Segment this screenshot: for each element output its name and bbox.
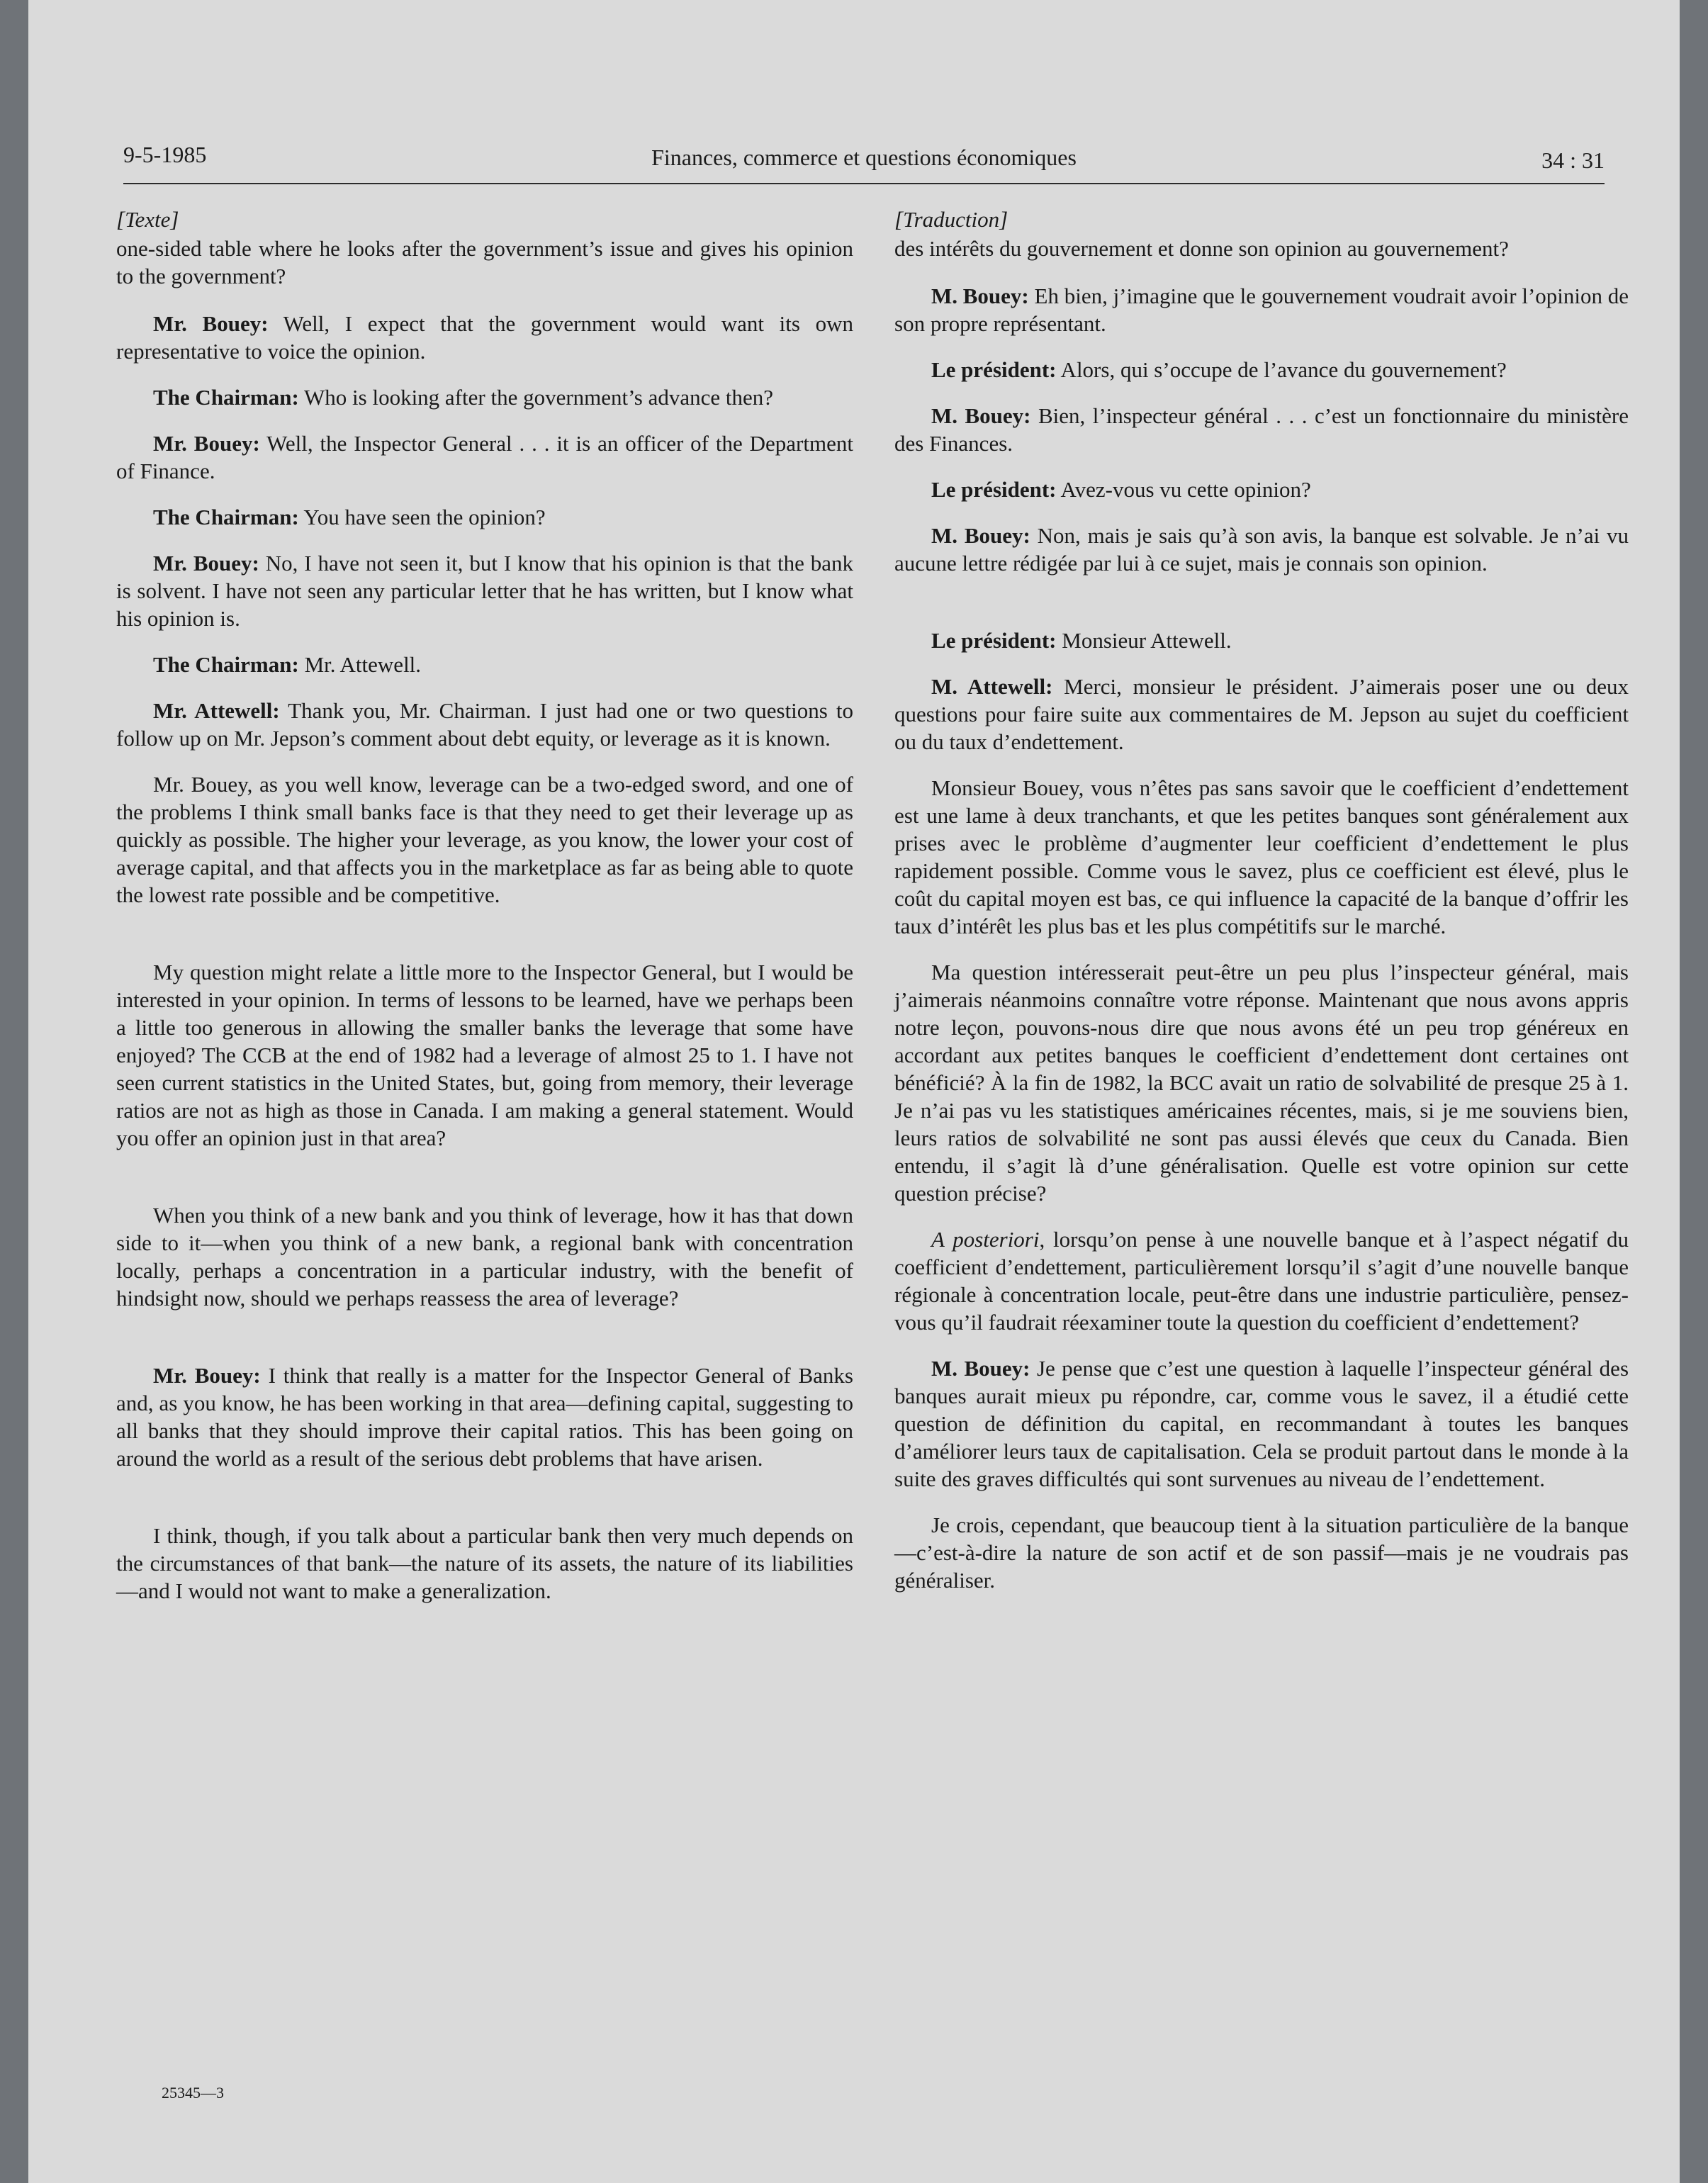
paragraph: Le président: Monsieur Attewell. bbox=[931, 628, 1232, 653]
paragraph: The Chairman: Who is looking after the government’s advance then? bbox=[153, 385, 773, 410]
header-title: Finances, commerce et questions économiques bbox=[651, 145, 1077, 170]
paragraph: M. Bouey: Bien, l’inspecteur général . . . c’est un fonctionnaire du ministère des Finances. bbox=[894, 403, 1629, 456]
speaker-name: Mr. Bouey: bbox=[153, 1363, 261, 1388]
paragraph: The Chairman: Mr. Attewell. bbox=[153, 652, 422, 677]
speaker-name: Le président: bbox=[931, 628, 1057, 653]
paragraph: Je crois, cependant, que beaucoup tient à la situation particulière de la banque—c’est-à-dire la nature de son actif et de son passif—mais je ne voudrais pas généraliser. bbox=[894, 1513, 1629, 1593]
document-page bbox=[28, 0, 1680, 2183]
speaker-name: Mr. Bouey: bbox=[153, 551, 259, 576]
paragraph: Le président: Alors, qui s’occupe de l’avance du gouvernement? bbox=[931, 357, 1507, 382]
paragraph: M. Bouey: Je pense que c’est une question à laquelle l’inspecteur général des banques aurait mieux pu répondre, car, comme vous le savez, il a étudié cette question de définition du capital, en recommandant à toutes les banques d’améliorer leurs taux de capitalisation. Cela se produit partout dans le monde à la suite des graves difficultés qui sont survenues au niveau de l’endettement. bbox=[894, 1356, 1629, 1491]
english-column bbox=[116, 206, 853, 1623]
speaker-name: The Chairman: bbox=[153, 652, 299, 677]
paragraph: M. Bouey: Eh bien, j’imagine que le gouvernement voudrait avoir l’opinion de son propre représentant. bbox=[894, 284, 1629, 336]
header-date: 9-5-1985 bbox=[123, 142, 207, 167]
paragraph: Mr. Bouey, as you well know, leverage can be a two-edged sword, and one of the problems I think small banks face is that they need to get their leverage up as quickly as possible. The higher your leverage, as you know, the lower your cost of average capital, and that affects you in the marketplace as far as being able to quote the lowest rate possible and be competitive. bbox=[116, 772, 853, 907]
speaker-name: M. Attewell: bbox=[931, 674, 1053, 699]
paragraph: one-sided table where he looks after the government’s issue and gives his opinion to the government? bbox=[116, 236, 853, 288]
paragraph: Mr. Bouey: I think that really is a matter for the Inspector General of Banks and, as you know, he has been working in that area—defining capital, suggesting to all banks that they should improve their capital ratios. This has been going on around the world as a result of the serious debt problems that have arisen. bbox=[116, 1363, 853, 1471]
column-tag-traduction: [Traduction] bbox=[894, 207, 1008, 232]
paragraph: Monsieur Bouey, vous n’êtes pas sans savoir que le coefficient d’endettement est une lame à deux tranchants, et que les petites banques sont généralement aux prises avec le problème d’augmenter leur coefficient d’endettement le plus rapidement possible. Comme vous le savez, plus ce coefficient est élevé, plus le coût du capital moyen est bas, ce qui influence la capacité de la banque d’offrir les taux d’intérêt les plus bas et les plus compétitifs sur le marché. bbox=[894, 775, 1629, 938]
speaker-name: Mr. Bouey: bbox=[153, 311, 269, 336]
paragraph: Mr. Attewell: Thank you, Mr. Chairman. I just had one or two questions to follow up on Mr. Jepson’s comment about debt equity, or leverage as it is known. bbox=[116, 698, 853, 751]
paragraph: A posteriori, lorsqu’on pense à une nouvelle banque et à l’aspect négatif du coefficient d’endettement, particulièrement lorsqu’il s’agit d’une nouvelle banque régionale à concentration locale, peut-être dans une industrie particulière, pensez-vous qu’il faudrait réexaminer toute la question du coefficient d’endettement? bbox=[894, 1227, 1629, 1335]
speaker-name: M. Bouey: bbox=[931, 403, 1031, 428]
running-header bbox=[123, 139, 1605, 184]
page-number: 34 : 31 bbox=[1541, 147, 1605, 173]
speaker-name: Le président: bbox=[931, 357, 1057, 382]
paragraph: The Chairman: You have seen the opinion? bbox=[153, 505, 546, 529]
column-tag-texte: [Texte] bbox=[116, 207, 179, 232]
speaker-name: The Chairman: bbox=[153, 385, 299, 410]
paragraph: When you think of a new bank and you think of leverage, how it has that down side to it—when you think of a new bank, a regional bank with concentration locally, perhaps a concentration in a particular industry, with the benefit of hindsight now, should we perhaps reassess the area of leverage? bbox=[116, 1203, 853, 1311]
speaker-name: M. Bouey: bbox=[931, 523, 1030, 548]
footer-code: 25345—3 bbox=[162, 2084, 224, 2101]
paragraph: Ma question intéresserait peut-être un peu plus l’inspecteur général, mais j’aimerais néanmoins connaître votre réponse. Maintenant que nous avons appris notre leçon, pouvons-nous dire que nous avons été un peu trop généreux en accordant aux petites banques le coefficient d’endettement dont certaines ont bénéficié? À la fin de 1982, la BCC avait un ratio de solvabilité de presque 25 à 1. Je n’ai pas vu les statistiques américaines récentes, mais, si je me souviens bien, leurs ratios de solvabilité ne sont pas aussi élevés que ceux du Canada. Bien entendu, il s’agit là d’une généralisation. Quelle est votre opinion sur cette question précise? bbox=[894, 960, 1629, 1206]
paragraph: des intérêts du gouvernement et donne son opinion au gouvernement? bbox=[894, 236, 1509, 261]
paragraph: Mr. Bouey: No, I have not seen it, but I know that his opinion is that the bank is solvent. I have not seen any particular letter that he has written, but I know what his opinion is. bbox=[116, 551, 853, 631]
paragraph: M. Attewell: Merci, monsieur le président. J’aimerais poser une ou deux questions pour faire suite aux commentaires de M. Jepson au sujet du coefficient ou du taux d’endettement. bbox=[894, 674, 1629, 754]
paragraph: Le président: Avez-vous vu cette opinion? bbox=[931, 477, 1311, 502]
paragraph: My question might relate a little more to the Inspector General, but I would be interested in your opinion. In terms of lessons to be learned, have we perhaps been a little too generous in allowing the smaller banks the leverage that some have enjoyed? The CCB at the end of 1982 had a leverage of almost 25 to 1. I have not seen current statistics in the United States, but, going from memory, their leverage ratios are not as high as those in Canada. I am making a general statement. Would you offer an opinion just in that area? bbox=[116, 960, 853, 1150]
paragraph: I think, though, if you talk about a particular bank then very much depends on the circumstances of that bank—the nature of its assets, the nature of its liabilities—and I would not want to make a generalization. bbox=[116, 1523, 853, 1603]
speaker-name: Le président: bbox=[931, 477, 1057, 502]
speaker-name: M. Bouey: bbox=[931, 1356, 1030, 1381]
french-column bbox=[894, 206, 1629, 1612]
speaker-name: M. Bouey: bbox=[931, 284, 1029, 308]
speaker-name: The Chairman: bbox=[153, 505, 299, 529]
speaker-name: Mr. Bouey: bbox=[153, 431, 260, 456]
paragraph: Mr. Bouey: Well, I expect that the government would want its own representative to voice the opinion. bbox=[116, 311, 853, 364]
paragraph: Mr. Bouey: Well, the Inspector General . . . it is an officer of the Department of Finance. bbox=[116, 431, 853, 483]
speaker-name: Mr. Attewell: bbox=[153, 698, 280, 723]
paragraph: M. Bouey: Non, mais je sais qu’à son avis, la banque est solvable. Je n’ai vu aucune lettre rédigée par lui à ce sujet, mais je connais son opinion. bbox=[894, 523, 1629, 576]
italic-lead: A posteriori bbox=[931, 1227, 1040, 1252]
